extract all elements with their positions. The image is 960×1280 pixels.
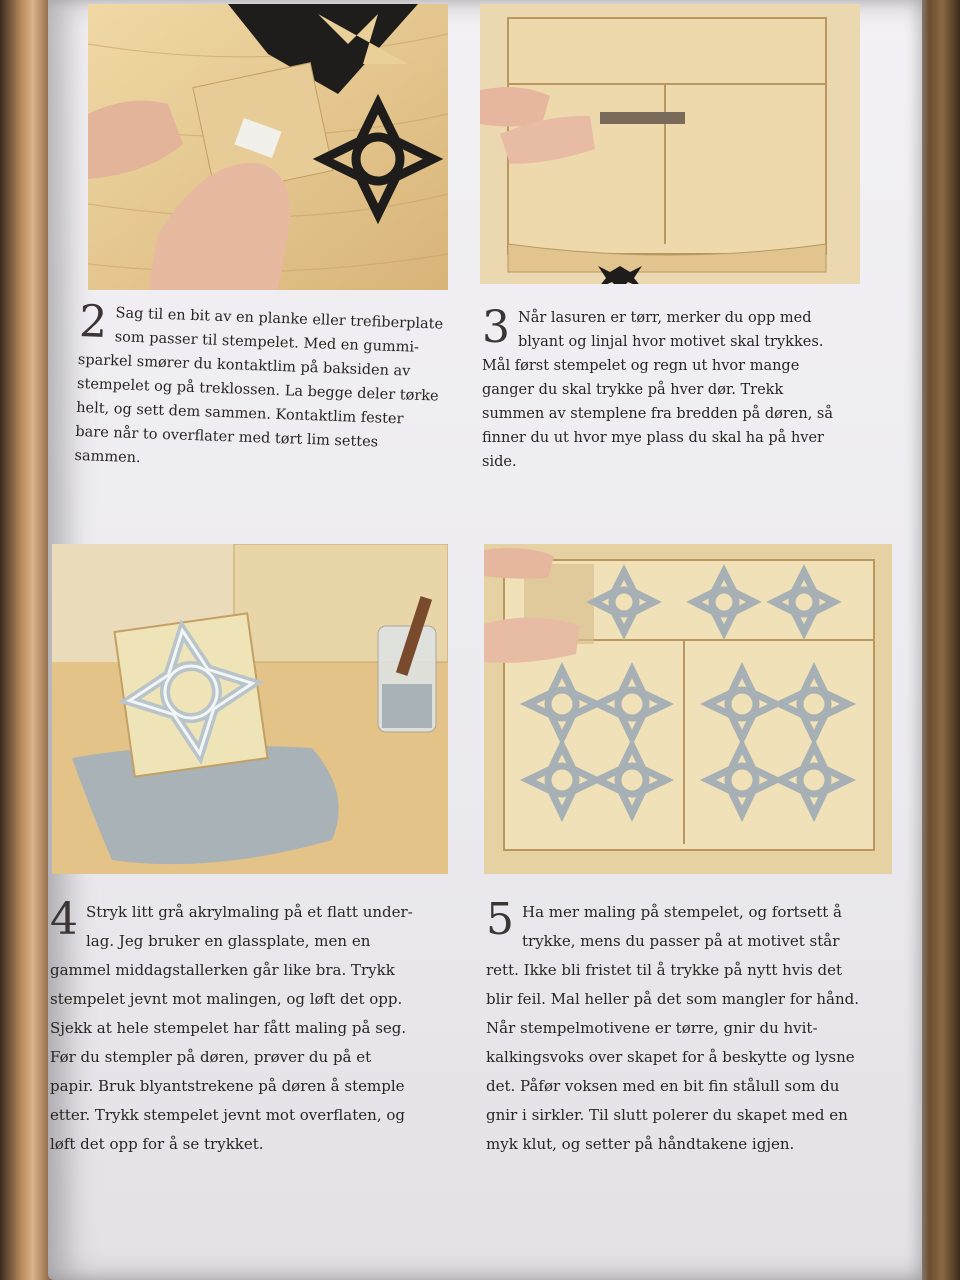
- step-number: 3: [482, 302, 510, 353]
- photo-step-5-stamped-cabinet: [484, 544, 892, 874]
- step-5-text: 5 Ha mer maling på stempelet, og fortsett å trykke, mens du passer på at motivet står rett. Ikke bli fristet til å trykke på nytt hvis det blir feil. Mal heller på det som mangler for hånd. Når stempelmotivene er tørre, gnir du hvit- kalkingsvoks over skapet for å beskytte og lysne det. Påfør voksen med en bit fin stålull som du gnir i sirkler. Til slutt polerer du skapet med en myk klut, og setter på håndtakene igjen.: [486, 894, 860, 1153]
- photo-step-3-marking: [480, 4, 860, 284]
- step-4-text: 4 Stryk litt grå akrylmaling på et flatt under- lag. Jeg bruker en glassplate, men en gammel middagstallerken går like bra. Trykk stempelet jevnt mot malingen, og løft det opp. Sjekk at hele stempelet har fått maling på seg. Før du stempler på døren, prøver du på et papir. Bruk blyantstrekene på døren å stemple etter. Trykk stempelet jevnt mot overflaten, og løft det opp for å se trykket.: [50, 894, 413, 1153]
- photo-step-2-gluing: [88, 4, 448, 290]
- step-number: 5: [486, 894, 514, 945]
- step-number: 2: [78, 296, 109, 348]
- book-cover-edge-right: [916, 0, 960, 1280]
- step-2-text: 2 Sag til en bit av en planke eller trefiberplate som passer til stempelet. Med en gummi- sparkel smører du kontaktlim på baksiden av stempelet og på treklossen. La begge deler tørke helt, og sett dem sammen. Kontaktlim fester bare når to overflater med tørt lim settes sammen.: [74, 296, 444, 467]
- step-number: 4: [50, 894, 78, 945]
- photo-step-4-paint: [52, 544, 448, 874]
- step-3-text: 3 Når lasuren er tørr, merker du opp med blyant og linjal hvor motivet skal trykkes. Mål først stempelet og regn ut hvor mange ganger du skal trykke på hver dør. Trekk summen av stemplene fra bredden på døren, så finner du ut hvor mye plass du skal ha på hver side.: [482, 302, 834, 470]
